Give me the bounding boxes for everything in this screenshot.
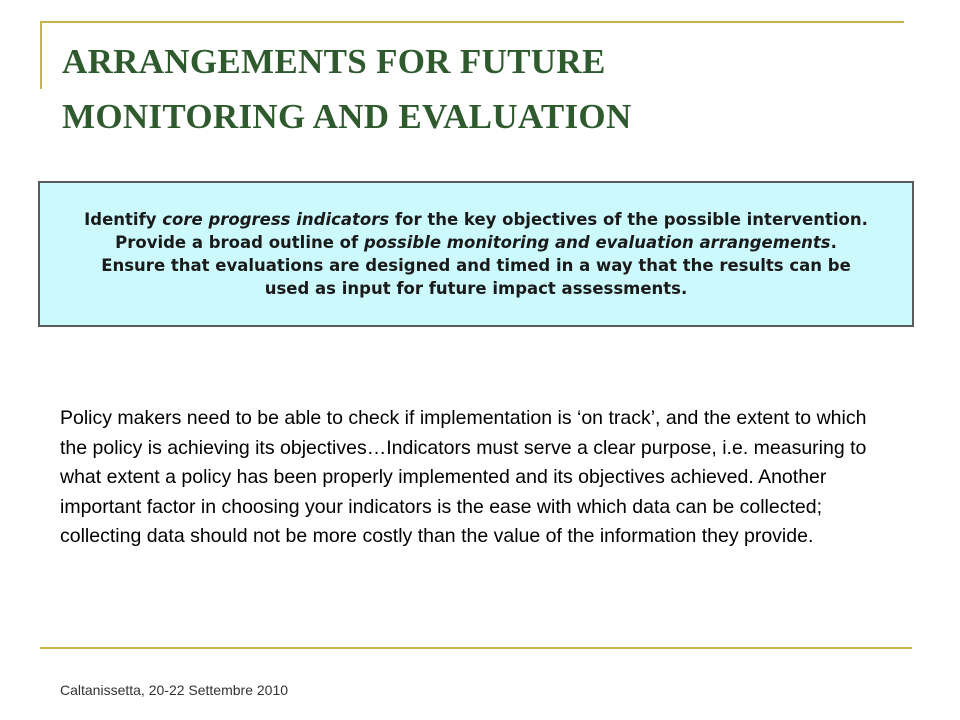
callout-line-2-suffix: . <box>830 233 837 252</box>
callout-text <box>84 208 868 300</box>
left-decorative-rule <box>40 21 42 89</box>
slide-title-line-2: MONITORING AND EVALUATION <box>62 97 632 136</box>
callout-line-1-suffix: for the key objectives of the possible intervention. <box>389 210 868 229</box>
slide-title <box>62 34 902 144</box>
callout-line-1 <box>84 208 868 231</box>
slide-title-line-1: ARRANGEMENTS FOR FUTURE <box>62 42 606 81</box>
callout-line-1-prefix: Identify <box>84 210 163 229</box>
callout-line-2-emphasis: possible monitoring and evaluation arrangements <box>363 233 831 252</box>
callout-line-1-emphasis: core progress indicators <box>162 210 390 229</box>
top-decorative-rule <box>40 21 904 23</box>
callout-line-2-prefix: Provide a broad outline of <box>115 233 364 252</box>
footer-text: Caltanissetta, 20-22 Settembre 2010 <box>60 682 289 698</box>
callout-line-3: Ensure that evaluations are designed and timed in a way that the results can be <box>101 256 851 275</box>
bottom-decorative-rule <box>40 647 912 649</box>
callout-box <box>38 181 914 327</box>
callout-line-4: used as input for future impact assessments. <box>264 279 688 298</box>
body-paragraph: Policy makers need to be able to check if implementation is ‘on track’, and the extent to which the policy is achieving its objectives…Indicators must serve a clear purpose, i.e. measuring to what extent a policy has been properly implemented and its objectives achieved. Another important factor in choosing your indicators is the ease with which data can be collected; collecting data should not be more costly than the value of the information they provide. <box>60 407 867 547</box>
callout-line-2 <box>84 231 868 254</box>
